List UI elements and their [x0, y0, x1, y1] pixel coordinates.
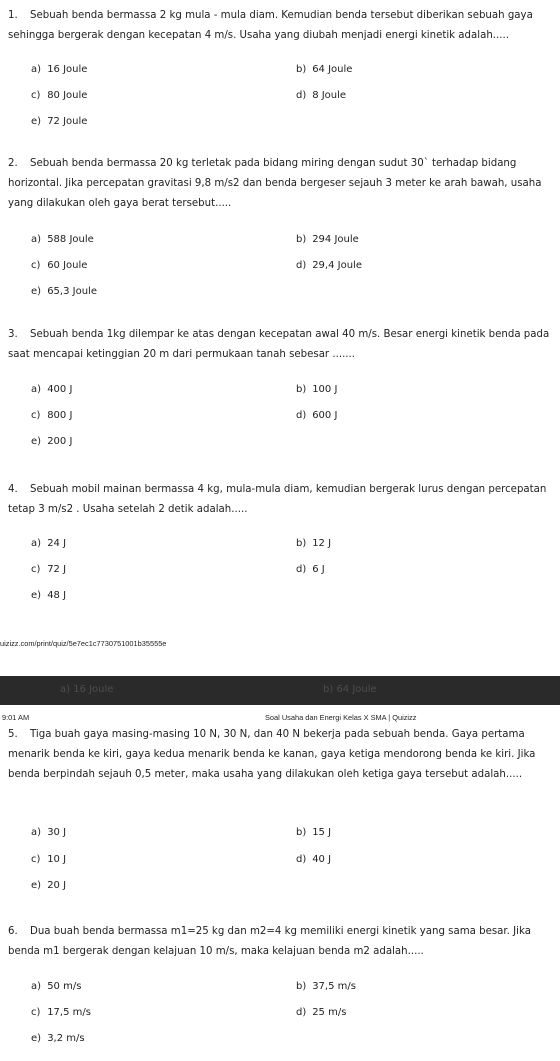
question-number: 5. — [8, 729, 18, 740]
option-e: e) 200 J — [31, 436, 73, 447]
option-e: e) 65,3 Joule — [31, 286, 97, 297]
option-c: c) 17,5 m/s — [31, 1007, 91, 1018]
option-a: a) 400 J — [31, 384, 73, 395]
question-3-text — [8, 325, 553, 365]
question-2-text — [8, 154, 553, 214]
question-5-text — [8, 725, 553, 785]
question-body: Sebuah mobil mainan bermassa 4 kg, mula-mula diam, kemudian bergerak lurus dengan percepatan tetap 3 m/s2 . Usaha setelah 2 detik adalah..... — [8, 484, 547, 515]
option-b: b) 15 J — [296, 827, 332, 838]
option-d: d) 8 Joule — [296, 90, 347, 101]
option-c: c) 60 Joule — [31, 260, 88, 271]
question-body: Sebuah benda bermassa 2 kg mula - mula diam. Kemudian benda tersebut diberikan sebuah gaya sehingga bergerak dengan kecepatan 4 m/s. Usaha yang diubah menjadi energi kinetik adalah..... — [8, 10, 533, 41]
option-a: a) 16 Joule — [31, 64, 88, 75]
question-number: 1. — [8, 10, 18, 21]
option-d: d) 600 J — [296, 410, 338, 421]
question-number: 6. — [8, 926, 18, 937]
option-c: c) 72 J — [31, 564, 67, 575]
question-number: 2. — [8, 158, 18, 169]
option-d: d) 40 J — [296, 854, 332, 865]
question-number: 3. — [8, 329, 18, 340]
option-a: a) 24 J — [31, 538, 67, 549]
ghost-option-b: b) 64 Joule — [323, 684, 377, 695]
option-b: b) 100 J — [296, 384, 338, 395]
option-b: b) 294 Joule — [296, 234, 359, 245]
option-b: b) 37,5 m/s — [296, 981, 356, 992]
question-number: 4. — [8, 484, 18, 495]
option-c: c) 80 Joule — [31, 90, 88, 101]
question-body: Sebuah benda 1kg dilempar ke atas dengan kecepatan awal 40 m/s. Besar energi kinetik benda pada saat mencapai ketinggian 20 m dari permukaan tanah sebesar ....... — [8, 329, 550, 360]
option-e: e) 48 J — [31, 590, 67, 601]
option-e: e) 20 J — [31, 880, 67, 891]
option-b: b) 12 J — [296, 538, 332, 549]
option-a: a) 30 J — [31, 827, 67, 838]
option-d: d) 25 m/s — [296, 1007, 347, 1018]
option-e: e) 72 Joule — [31, 116, 88, 127]
question-1-text — [8, 6, 553, 46]
option-d: d) 29,4 Joule — [296, 260, 362, 271]
option-c: c) 800 J — [31, 410, 73, 421]
ghost-option-a: a) 16 Joule — [60, 684, 114, 695]
option-b: b) 64 Joule — [296, 64, 353, 75]
option-a: a) 50 m/s — [31, 981, 82, 992]
question-6-text — [8, 922, 553, 962]
option-d: d) 6 J — [296, 564, 325, 575]
page-separator-bar — [0, 676, 560, 705]
page-footer-url: uizizz.com/print/quiz/5e7ec1c7730751001b35555e — [0, 639, 167, 648]
question-body: Tiga buah gaya masing-masing 10 N, 30 N, dan 40 N bekerja pada sebuah benda. Gaya pertama menarik benda ke kiri, gaya kedua menarik benda ke kanan, gaya ketiga mendorong benda ke kiri. Jika benda berpindah sejauh 0,5 meter, maka usaha yang dilakukan oleh ketiga gaya tersebut adalah..... — [8, 729, 536, 780]
page-header-title: Soal Usaha dan Energi Kelas X SMA | Quizizz — [265, 713, 417, 722]
option-c: c) 10 J — [31, 854, 67, 865]
question-body: Sebuah benda bermassa 20 kg terletak pada bidang miring dengan sudut 30` terhadap bidang horizontal. Jika percepatan gravitasi 9,8 m/s2 dan benda bergeser sejauh 3 meter ke arah bawah, usaha yang dilakukan oleh gaya berat tersebut..... — [8, 158, 542, 209]
question-4-text — [8, 480, 553, 520]
page-header-time: 9:01 AM — [2, 713, 30, 722]
option-e: e) 3,2 m/s — [31, 1033, 85, 1044]
option-a: a) 588 Joule — [31, 234, 94, 245]
question-body: Dua buah benda bermassa m1=25 kg dan m2=4 kg memiliki energi kinetik yang sama besar. Jika benda m1 bergerak dengan kelajuan 10 m/s, maka kelajuan benda m2 adalah..... — [8, 926, 531, 957]
